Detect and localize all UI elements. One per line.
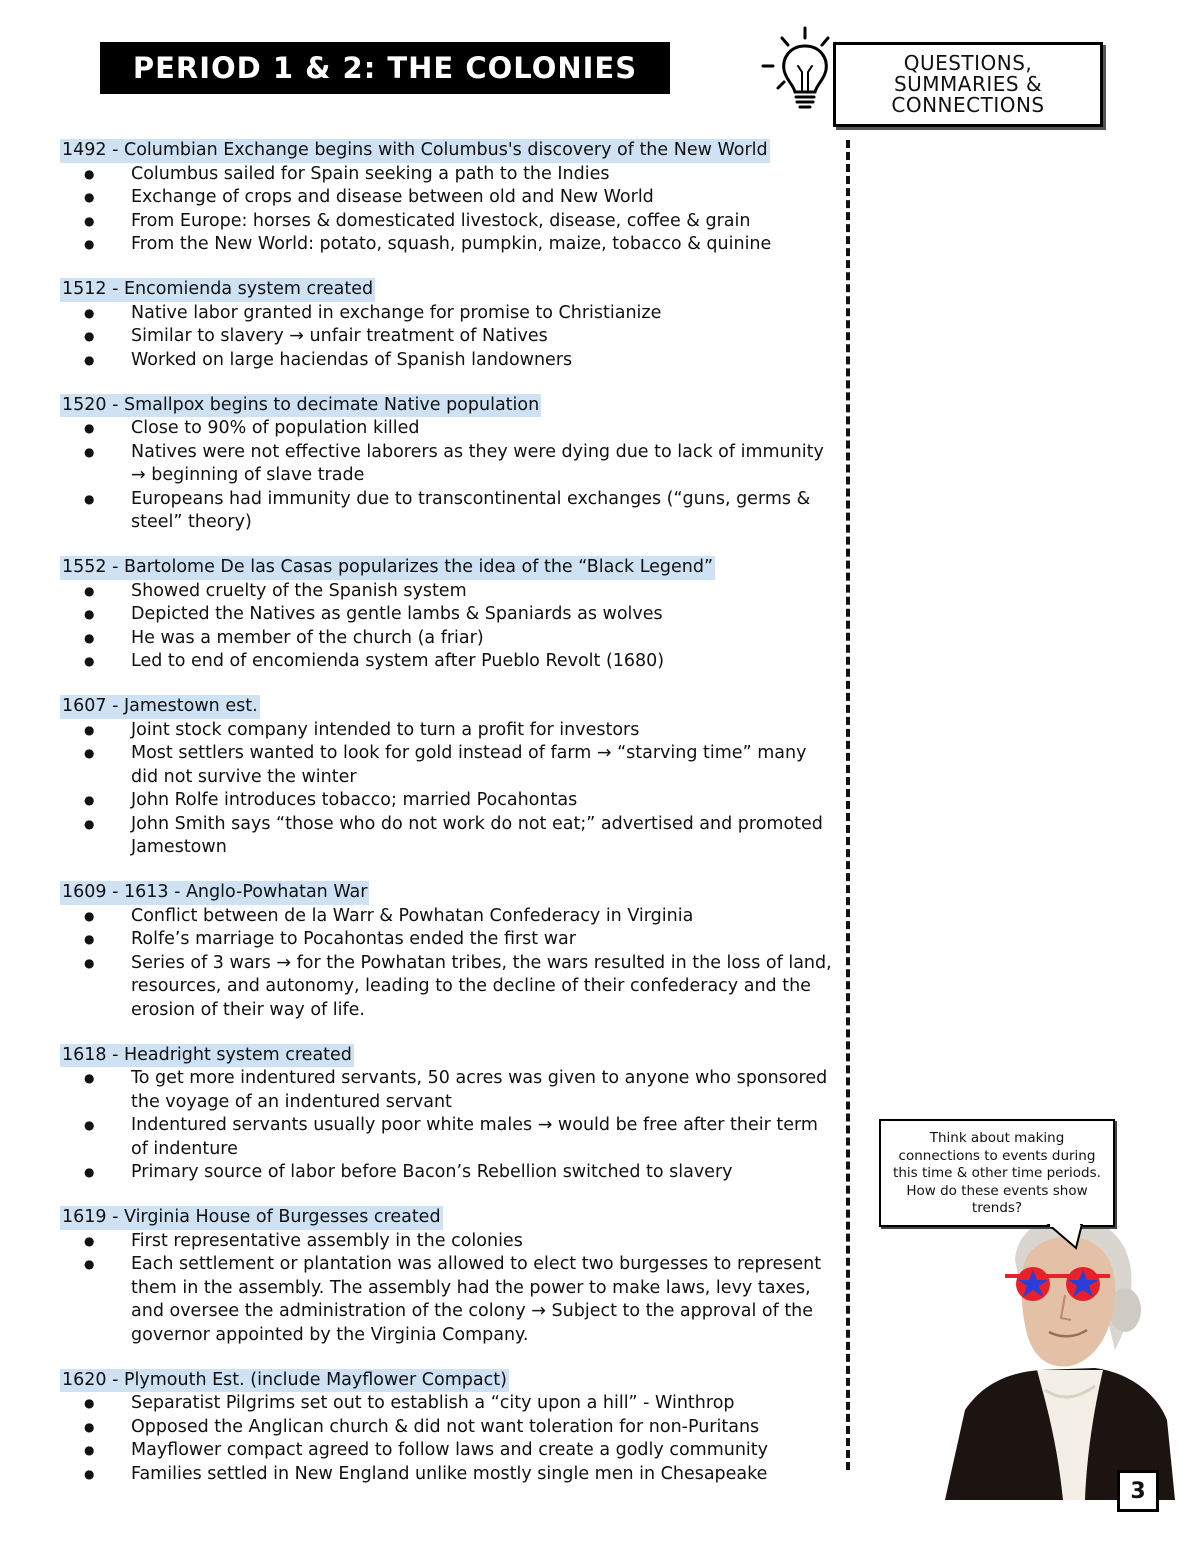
bullet-item: ● Conflict between de la Warr & Powhatan Confederacy in Virginia (60, 905, 839, 929)
section-heading: 1607 - Jamestown est. (60, 695, 260, 719)
bullet-list (60, 905, 850, 1023)
section-heading: 1520 - Smallpox begins to decimate Native population (60, 394, 541, 418)
bullet-list (60, 302, 850, 373)
section-heading: 1618 - Headright system created (60, 1044, 354, 1068)
bullet-item: ● Joint stock company intended to turn a profit for investors (60, 719, 839, 743)
bullet-item: ● Native labor granted in exchange for promise to Christianize (60, 302, 839, 326)
bullet-list (60, 580, 850, 674)
bullet-item: ● Each settlement or plantation was allowed to elect two burgesses to represent them in the assembly. The assembly had the power to make laws, levy taxes, and oversee the administration of the colony → Subject to the approval of the governor appointed by the Virginia Company. (60, 1253, 839, 1347)
bullet-item: ● Series of 3 wars → for the Powhatan tribes, the wars resulted in the loss of land, resources, and autonomy, leading to the decline of their confederacy and the erosion of their way of life. (60, 952, 839, 1023)
bullet-item: ● Opposed the Anglican church & did not want toleration for non-Puritans (60, 1416, 839, 1440)
bullet-list (60, 1067, 850, 1185)
bullet-list (60, 163, 850, 257)
section-heading: 1619 - Virginia House of Burgesses created (60, 1206, 443, 1230)
section-heading: 1620 - Plymouth Est. (include Mayflower Compact) (60, 1369, 509, 1393)
bullet-item: ● Families settled in New England unlike mostly single men in Chesapeake (60, 1463, 839, 1487)
timeline-section (60, 1369, 850, 1487)
speech-bubble-text: Think about making connections to events during this time & other time periods. How do these events show trends? (893, 1130, 1101, 1216)
bullet-item: ● John Smith says “those who do not work do not eat;” advertised and promoted Jamestown (60, 813, 839, 860)
bullet-item: ● Indentured servants usually poor white males → would be free after their term of indenture (60, 1114, 839, 1161)
bullet-item: ● Europeans had immunity due to transcontinental exchanges (“guns, germs & steel” theory) (60, 488, 839, 535)
timeline-section (60, 1206, 850, 1347)
speech-bubble-tail (1046, 1224, 1086, 1250)
bullet-item: ● He was a member of the church (a friar) (60, 627, 839, 651)
bullet-item: ● John Rolfe introduces tobacco; married Pocahontas (60, 789, 839, 813)
section-heading: 1552 - Bartolome De las Casas popularizes the idea of the “Black Legend” (60, 556, 715, 580)
lightbulb-icon (760, 26, 840, 110)
bullet-item: ● From Europe: horses & domesticated livestock, disease, coffee & grain (60, 210, 839, 234)
speech-bubble (879, 1119, 1115, 1227)
bullet-item: ● From the New World: potato, squash, pumpkin, maize, tobacco & quinine (60, 233, 839, 257)
timeline-section (60, 1044, 850, 1185)
timeline-section (60, 394, 850, 535)
section-heading: 1512 - Encomienda system created (60, 278, 375, 302)
bullet-list (60, 417, 850, 535)
timeline-section (60, 695, 850, 860)
bullet-item: ● Mayflower compact agreed to follow laws and create a godly community (60, 1439, 839, 1463)
bullet-item: ● Close to 90% of population killed (60, 417, 839, 441)
timeline-section (60, 556, 850, 674)
page-title: PERIOD 1 & 2: THE COLONIES (100, 42, 670, 94)
bullet-item: ● Led to end of encomienda system after Pueblo Revolt (1680) (60, 650, 839, 674)
bullet-item: ● Primary source of labor before Bacon’s Rebellion switched to slavery (60, 1161, 839, 1185)
bullet-item: ● Separatist Pilgrims set out to establish a “city upon a hill” - Winthrop (60, 1392, 839, 1416)
questions-box (833, 42, 1103, 127)
timeline-notes (60, 139, 850, 1508)
bullet-item: ● Showed cruelty of the Spanish system (60, 580, 839, 604)
timeline-section (60, 278, 850, 372)
bullet-list (60, 719, 850, 860)
section-heading: 1609 - 1613 - Anglo-Powhatan War (60, 881, 369, 905)
bullet-item: ● Rolfe’s marriage to Pocahontas ended the first war (60, 928, 839, 952)
bullet-item: ● Exchange of crops and disease between old and New World (60, 186, 839, 210)
questions-box-title: QUESTIONS, SUMMARIES & CONNECTIONS (891, 51, 1045, 117)
section-heading: 1492 - Columbian Exchange begins with Columbus's discovery of the New World (60, 139, 770, 163)
bullet-item: ● First representative assembly in the colonies (60, 1230, 839, 1254)
bullet-list (60, 1230, 850, 1348)
bullet-item: ● Columbus sailed for Spain seeking a path to the Indies (60, 163, 839, 187)
bullet-item: ● Similar to slavery → unfair treatment of Natives (60, 325, 839, 349)
timeline-section (60, 881, 850, 1022)
page-number: 3 (1117, 1470, 1159, 1512)
bullet-item: ● To get more indentured servants, 50 acres was given to anyone who sponsored the voyage of an indentured servant (60, 1067, 839, 1114)
bullet-list (60, 1392, 850, 1486)
bullet-item: ● Natives were not effective laborers as they were dying due to lack of immunity → beginning of slave trade (60, 441, 839, 488)
bullet-item: ● Worked on large haciendas of Spanish landowners (60, 349, 839, 373)
bullet-item: ● Most settlers wanted to look for gold instead of farm → “starving time” many did not survive the winter (60, 742, 839, 789)
bullet-item: ● Depicted the Natives as gentle lambs & Spaniards as wolves (60, 603, 839, 627)
timeline-section (60, 139, 850, 257)
